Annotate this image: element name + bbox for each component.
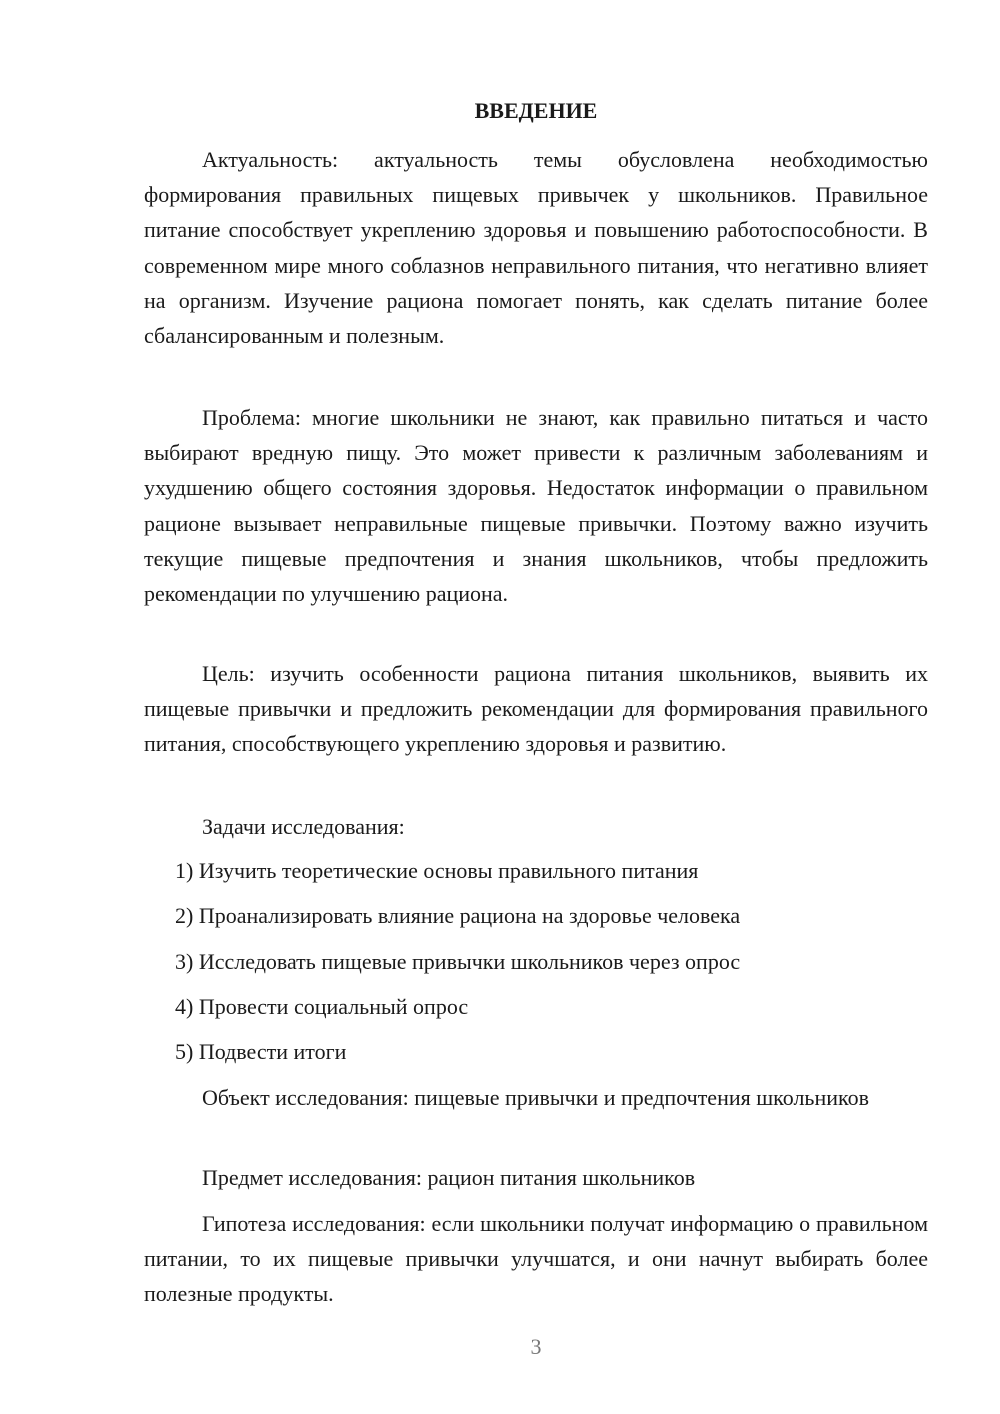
paragraph-goal: Цель: изучить особенности рациона питания школьников, выявить их пищевые привычки и предложить рекомендации для формирования правильного питания, способствующего укреплению здоровья и развитию. — [144, 661, 928, 757]
page-number: 3 — [530, 1334, 542, 1359]
paragraph-relevance: Актуальность: актуальность темы обусловлена необходимостью формирования правильных пищевых привычек у школьников. Правильное питание способствует укреплению здоровья и повышению работоспособности. В современном мире много соблазнов неправильного питания, что негативно влияет на организм. Изучение рациона помогает понять, как сделать питание более сбалансированным и полезным. — [144, 147, 928, 349]
task-item: 2) Проанализировать влияние рациона на здоровье человека — [175, 903, 741, 928]
paragraph-hypothesis: Гипотеза исследования: если школьники получат информацию о правильном питании, то их пищевые привычки улучшатся, и они начнут выбирать более полезные продукты. — [144, 1211, 928, 1307]
paragraph-subject: Предмет исследования: рацион питания школьников — [202, 1165, 696, 1190]
task-item: 3) Исследовать пищевые привычки школьников через опрос — [175, 949, 741, 974]
task-item: 5) Подвести итоги — [175, 1039, 347, 1064]
tasks-heading: Задачи исследования: — [202, 814, 405, 839]
paragraph-object: Объект исследования: пищевые привычки и предпочтения школьников — [202, 1085, 869, 1110]
task-item: 4) Провести социальный опрос — [175, 994, 469, 1019]
paragraph-problem: Проблема: многие школьники не знают, как правильно питаться и часто выбирают вредную пищу. Это может привести к различным заболеваниям и ухудшению общего состояния здоровья. Недостаток информации о правильном рационе вызывает неправильные пищевые привычки. Поэтому важно изучить текущие пищевые предпочтения и знания школьников, чтобы предложить рекомендации по улучшению рациона. — [144, 405, 928, 607]
page-title: ВВЕДЕНИЕ — [474, 98, 598, 123]
task-item: 1) Изучить теоретические основы правильного питания — [175, 858, 699, 883]
